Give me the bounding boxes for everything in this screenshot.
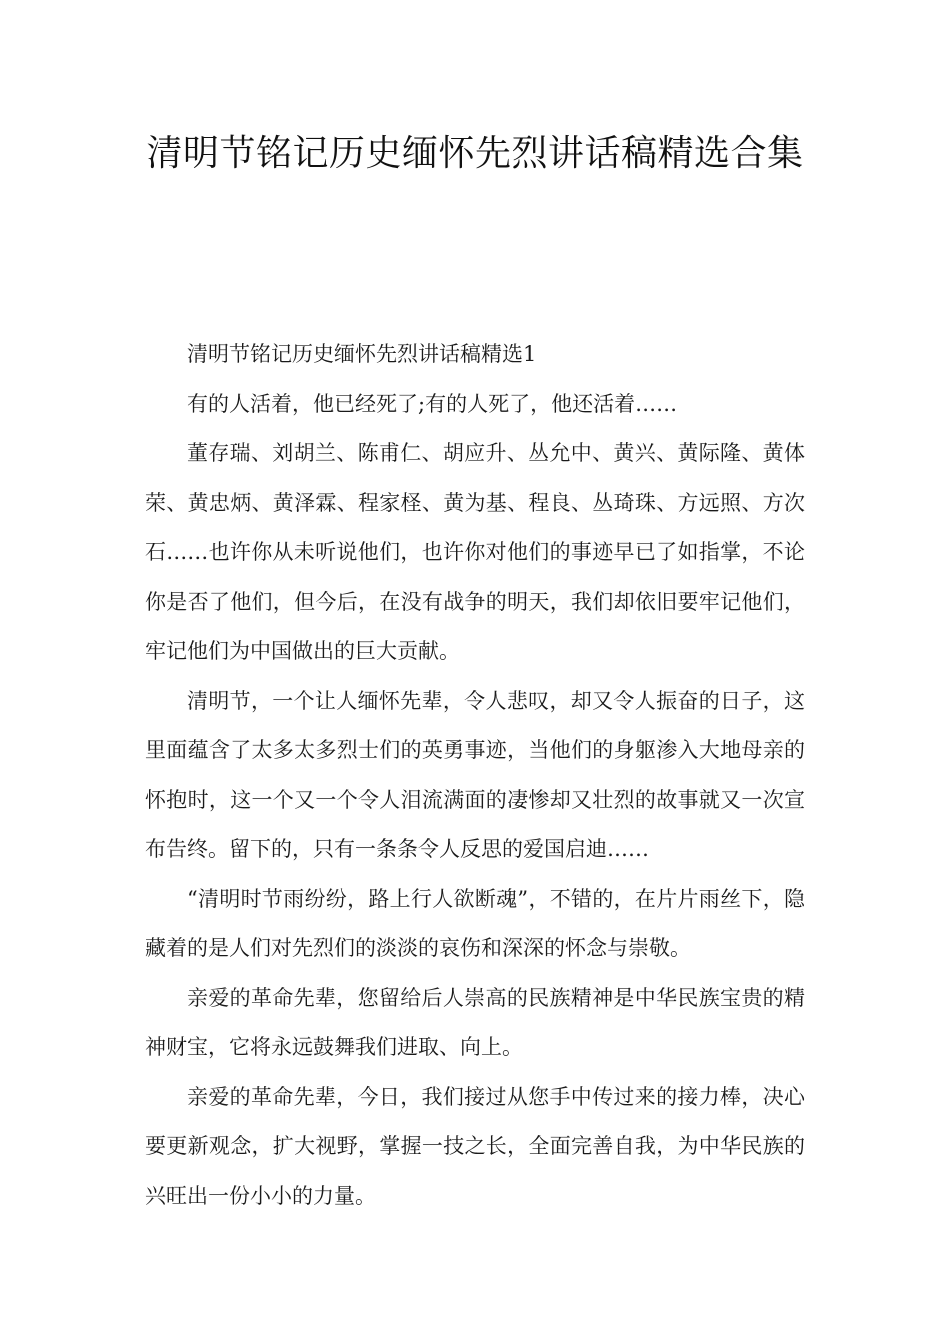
paragraph: 董存瑞、刘胡兰、陈甫仁、胡应升、丛允中、黄兴、黄际隆、黄体荣、黄忠炳、黄泽霖、程家柽、黄为基、程良、丛琦珠、方远照、方次石……也许你从未听说他们，也许你对他们的事迹早已了如指掌，不论你是否了他们，但今后，在没有战争的明天，我们却依旧要牢记他们，牢记他们为中国做出的巨大贡献。 [145,441,805,663]
document-body [145,330,805,1221]
paragraph: 亲爱的革命先辈，您留给后人崇高的民族精神是中华民族宝贵的精神财宝，它将永远鼓舞我们进取、向上。 [145,985,805,1059]
paragraph: 有的人活着，他已经死了;有的人死了，他还活着…… [187,391,678,416]
paragraph: 亲爱的革命先辈，今日，我们接过从您手中传过来的接力棒，决心要更新观念，扩大视野，掌握一技之长，全面完善自我，为中华民族的兴旺出一份小小的力量。 [145,1084,805,1208]
paragraph: 清明节，一个让人缅怀先辈，令人悲叹，却又令人振奋的日子，这里面蕴含了太多太多烈士们的英勇事迹，当他们的身躯渗入大地母亲的怀抱时，这一个又一个令人泪流满面的凄惨却又壮烈的故事就又一次宣布告终。留下的，只有一条条令人反思的爱国启迪…… [145,688,805,861]
paragraph: “清明时节雨纷纷，路上行人欲断魂”，不错的，在片片雨丝下，隐藏着的是人们对先烈们的淡淡的哀伤和深深的怀念与崇敬。 [145,886,805,960]
document-title: 清明节铭记历史缅怀先烈讲话稿精选合集 [146,133,804,174]
paragraph-heading-1: 清明节铭记历史缅怀先烈讲话稿精选1 [187,342,537,366]
